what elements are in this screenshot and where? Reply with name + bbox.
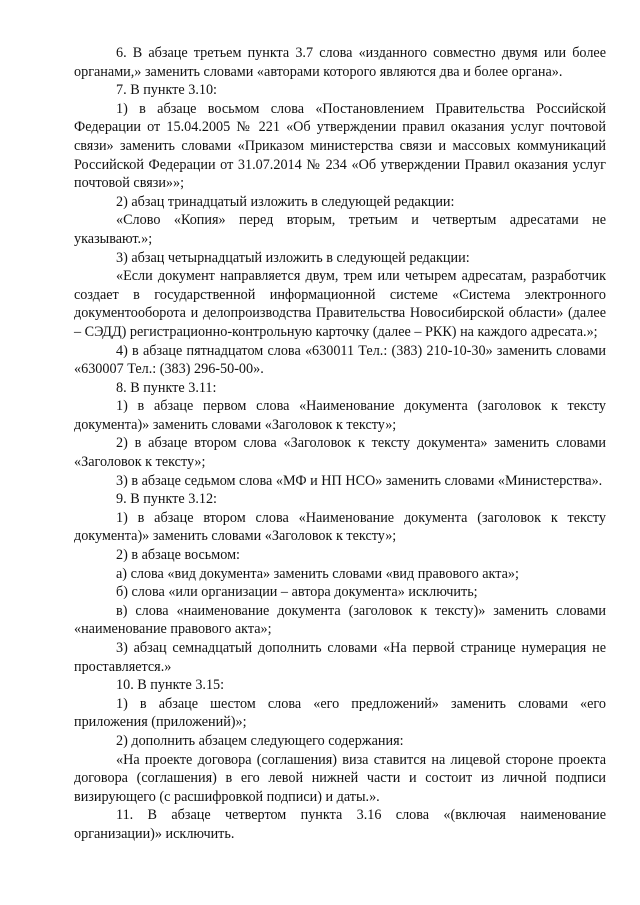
paragraph: 10. В пункте 3.15: bbox=[116, 677, 225, 694]
paragraph: 9. В пункте 3.12: bbox=[116, 491, 217, 508]
paragraph: 1) в абзаце восьмом слова «Постановлением Правительства Российской Федерации от 15.04.2005 № 221 «Об утверждении правил оказания услуг почтовой связи» заменить словами «Приказом министерства связи и массовых коммуникаций Российской Федерации от 31.07.2014 № 234 «Об утверждении Правил оказания услуг почтовой связи»»; bbox=[74, 100, 606, 192]
paragraph: 2) в абзаце восьмом: bbox=[116, 547, 241, 564]
paragraph: 1) в абзаце шестом слова «его предложений» заменить словами «его приложения (приложений)»; bbox=[74, 695, 606, 731]
paragraph: 1) в абзаце втором слова «Наименование документа (заголовок к тексту документа)» заменить словами «Заголовок к тексту»; bbox=[74, 509, 606, 545]
paragraph: 3) в абзаце седьмом слова «МФ и НП НСО» заменить словами «Министерства». bbox=[116, 472, 603, 489]
paragraph: 3) абзац семнадцатый дополнить словами «На первой странице нумерация не проставляется.» bbox=[74, 640, 606, 675]
paragraph: б) слова «или организации – автора документа» исключить; bbox=[116, 584, 478, 601]
paragraph: в) слова «наименование документа (заголовок к тексту)» заменить словами «наименование правового акта»; bbox=[74, 602, 606, 638]
paragraph: «Слово «Копия» перед вторым, третьим и четвертым адресатами не указывают.»; bbox=[74, 212, 606, 247]
paragraph: 6. В абзаце третьем пункта 3.7 слова «изданного совместно двумя или более органами,» заменить словами «авторами которого являются два и более органа». bbox=[74, 45, 606, 80]
document-body bbox=[74, 44, 606, 844]
paragraph: 8. В пункте 3.11: bbox=[116, 379, 217, 396]
paragraph: 3) абзац четырнадцатый изложить в следующей редакции: bbox=[116, 249, 470, 266]
paragraph: 2) в абзаце втором слова «Заголовок к тексту документа» заменить словами «Заголовок к тексту»; bbox=[74, 435, 606, 471]
paragraph: 2) абзац тринадцатый изложить в следующей редакции: bbox=[116, 193, 455, 210]
paragraph: 2) дополнить абзацем следующего содержания: bbox=[116, 732, 404, 749]
paragraph: 1) в абзаце первом слова «Наименование документа (заголовок к тексту документа)» заменить словами «Заголовок к тексту»; bbox=[74, 398, 606, 433]
paragraph: «Если документ направляется двум, трем или четырем адресатам, разработчик создает в государственной информационной системе «Система электронного документооборота и делопроизводства Правительства Новосибирской области» (далее – СЭДД) регистрационно-контрольную карточку (далее – РКК) на каждого адресата.»; bbox=[74, 268, 606, 340]
paragraph: «На проекте договора (соглашения) виза ставится на лицевой стороне проекта договора (соглашения) в его левой нижней части и состоит из личной подписи визирующего (с расшифровкой подписи) и даты.». bbox=[74, 751, 606, 805]
paragraph: 7. В пункте 3.10: bbox=[116, 82, 217, 99]
paragraph: 4) в абзаце пятнадцатом слова «630011 Тел.: (383) 210-10-30» заменить словами «630007 Тел.: (383) 296-50-00». bbox=[74, 342, 606, 378]
paragraph: 11. В абзаце четвертом пункта 3.16 слова «(включая наименование организации)» исключить. bbox=[74, 807, 606, 842]
paragraph: а) слова «вид документа» заменить словами «вид правового акта»; bbox=[116, 565, 519, 582]
